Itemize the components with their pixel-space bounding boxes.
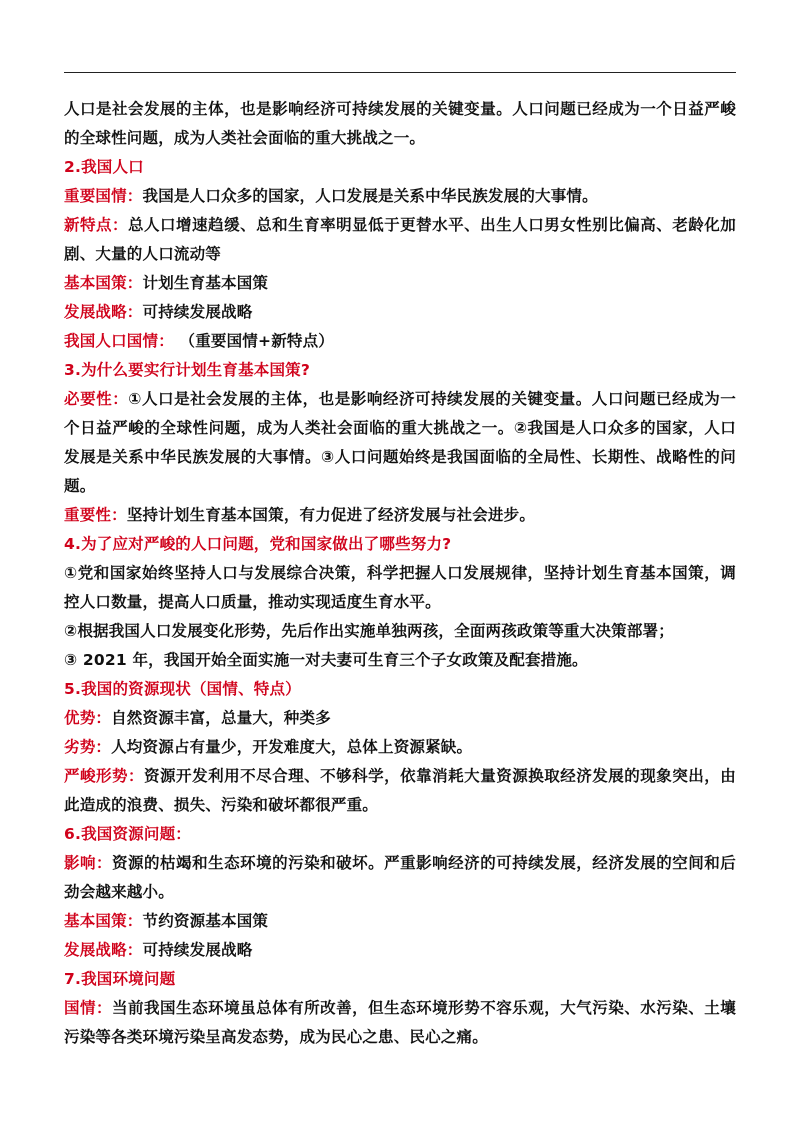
- item-text: 可持续发展战略: [142, 941, 253, 959]
- item-text: 总人口增速趋缓、总和生育率明显低于更替水平、出生人口男女性别比偏高、老龄化加剧、大量的人口流动等: [64, 216, 736, 263]
- item-text: 可持续发展战略: [142, 303, 253, 321]
- item-label: 严峻形势：: [64, 767, 145, 785]
- section-6-item: [64, 936, 736, 965]
- section-3-heading: 3.为什么要实行计划生育基本国策?: [64, 361, 311, 379]
- section-5-heading: 5.我国的资源现状（国情、特点）: [64, 680, 301, 698]
- item-label: 发展战略：: [64, 941, 143, 959]
- section-2-item: [64, 327, 736, 356]
- item-label: 我国人口国情：: [64, 332, 174, 350]
- item-label: 新特点：: [64, 216, 129, 234]
- section-2-item: [64, 269, 736, 298]
- header-rule: [64, 72, 736, 73]
- section-4-paragraph: ③ 2021 年，我国开始全面实施一对夫妻可生育三个子女政策及配套措施。: [64, 651, 588, 669]
- section-5-item: [64, 733, 736, 762]
- item-text: 节约资源基本国策: [142, 912, 269, 930]
- section-3-item: [64, 385, 736, 501]
- item-text: （重要国情+新特点）: [173, 332, 334, 350]
- section-3-item: [64, 501, 736, 530]
- item-text: 自然资源丰富，总量大，种类多: [111, 709, 331, 727]
- section-6-item: [64, 849, 736, 907]
- item-text: ①人口是社会发展的主体，也是影响经济可持续发展的关键变量。人口问题已经成为一个日益严峻的全球性问题，成为人类社会面临的重大挑战之一。②我国是人口众多的国家，人口发展是关系中华民族发展的大事情。③人口问题始终是我国面临的全局性、长期性、战略性的问题。: [64, 390, 736, 495]
- section-2-heading: 2.我国人口: [64, 158, 144, 176]
- section-7-item: [64, 994, 736, 1052]
- item-label: 必要性：: [64, 390, 129, 408]
- document-body: [64, 95, 736, 1052]
- item-label: 优势：: [64, 709, 112, 727]
- item-text: 我国是人口众多的国家，人口发展是关系中华民族发展的大事情。: [142, 187, 598, 205]
- item-text: 坚持计划生育基本国策，有力促进了经济发展与社会进步。: [126, 506, 536, 524]
- section-4-paragraph: ②根据我国人口发展变化形势，先后作出实施单独两孩，全面两孩政策等重大决策部署；: [64, 622, 674, 640]
- section-2-item: [64, 211, 736, 269]
- item-label: 影响：: [64, 854, 113, 872]
- section-6-item: [64, 907, 736, 936]
- item-text: 计划生育基本国策: [142, 274, 269, 292]
- section-7-heading: 7.我国环境问题: [64, 970, 176, 988]
- item-text: 人均资源占有量少，开发难度大，总体上资源紧缺。: [111, 738, 473, 756]
- item-text: 当前我国生态环境虽总体有所改善，但生态环境形势不容乐观，大气污染、水污染、土壤污染等各类环境污染呈高发态势，成为民心之患、民心之痛。: [64, 999, 736, 1046]
- section-2-item: [64, 298, 736, 327]
- section-5-item: [64, 762, 736, 820]
- item-label: 劣势：: [64, 738, 112, 756]
- item-label: 基本国策：: [64, 912, 143, 930]
- item-label: 基本国策：: [64, 274, 143, 292]
- item-text: 资源开发利用不尽合理、不够科学，依靠消耗大量资源换取经济发展的现象突出，由此造成的浪费、损失、污染和破坏都很严重。: [64, 767, 736, 814]
- section-4-heading: 4.为了应对严峻的人口问题，党和国家做出了哪些努力?: [64, 535, 452, 553]
- section-4-paragraph: ①党和国家始终坚持人口与发展综合决策，科学把握人口发展规律，坚持计划生育基本国策，调控人口数量，提高人口质量，推动实现适度生育水平。: [64, 564, 736, 611]
- section-5-item: [64, 704, 736, 733]
- item-label: 发展战略：: [64, 303, 143, 321]
- item-label: 重要国情：: [64, 187, 143, 205]
- intro-paragraph: 人口是社会发展的主体，也是影响经济可持续发展的关键变量。人口问题已经成为一个日益严峻的全球性问题，成为人类社会面临的重大挑战之一。: [64, 100, 736, 147]
- item-label: 重要性：: [64, 506, 127, 524]
- item-text: 资源的枯竭和生态环境的污染和破坏。严重影响经济的可持续发展，经济发展的空间和后劲会越来越小。: [64, 854, 736, 901]
- item-label: 国情：: [64, 999, 113, 1017]
- section-6-heading: 6.我国资源问题：: [64, 825, 191, 843]
- section-2-item: [64, 182, 736, 211]
